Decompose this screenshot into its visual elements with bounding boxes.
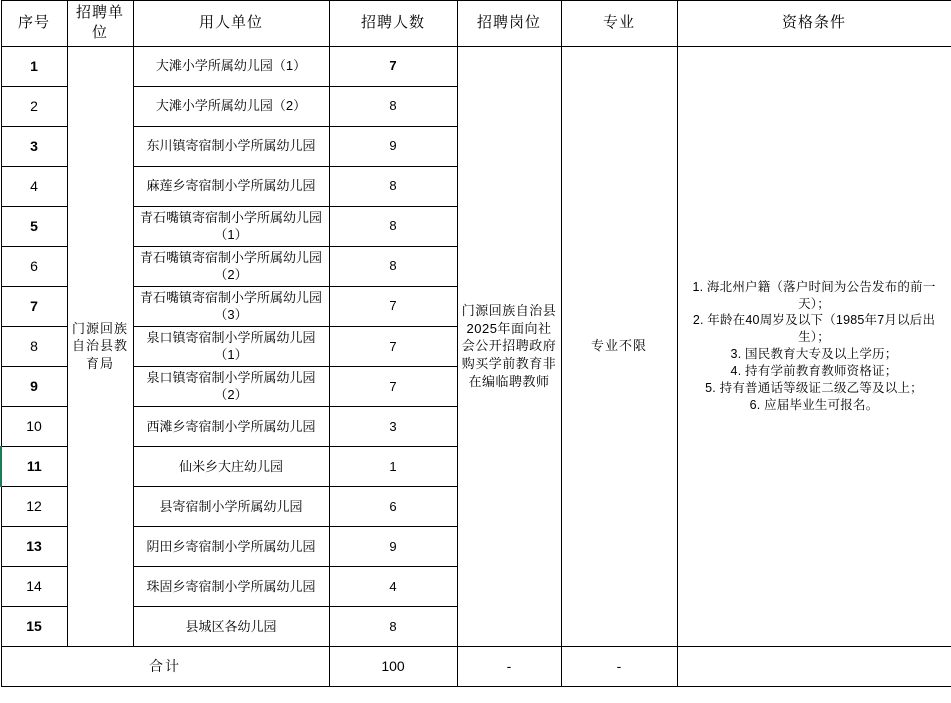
qualification-line: 1. 海北州户籍（落户时间为公告发布的前一天）； (692, 279, 936, 311)
cell-count: 8 (329, 246, 457, 286)
cell-employing-unit: 泉口镇寄宿制小学所属幼儿园（1） (133, 326, 329, 366)
cell-employing-unit: 麻莲乡寄宿制小学所属幼儿园 (133, 166, 329, 206)
cell-employing-unit: 东川镇寄宿制小学所属幼儿园 (133, 126, 329, 166)
cell-count: 7 (329, 286, 457, 326)
cell-employing-unit: 珠固乡寄宿制小学所属幼儿园 (133, 566, 329, 606)
cell-count: 8 (329, 86, 457, 126)
qualification-line: 6. 应届毕业生可报名。 (749, 397, 879, 412)
header-employing-unit: 用人单位 (133, 1, 329, 47)
cell-seq: 10 (1, 406, 67, 446)
cell-seq: 3 (1, 126, 67, 166)
header-count: 招聘人数 (329, 1, 457, 47)
cell-employing-unit: 西滩乡寄宿制小学所属幼儿园 (133, 406, 329, 446)
cell-total-major: - (561, 646, 677, 686)
qualification-line: 5. 持有普通话等级证二级乙等及以上； (705, 380, 923, 395)
cell-recruiting-unit: 门源回族自治县教育局 (67, 46, 133, 646)
cell-employing-unit: 泉口镇寄宿制小学所属幼儿园（2） (133, 366, 329, 406)
header-post: 招聘岗位 (457, 1, 561, 47)
cell-employing-unit: 青石嘴镇寄宿制小学所属幼儿园（1） (133, 206, 329, 246)
cell-count: 1 (329, 446, 457, 486)
table-header (1, 1, 951, 47)
cell-employing-unit: 青石嘴镇寄宿制小学所属幼儿园（3） (133, 286, 329, 326)
qualification-line: 3. 国民教育大专及以上学历； (730, 347, 898, 362)
cell-employing-unit: 阴田乡寄宿制小学所属幼儿园 (133, 526, 329, 566)
cell-qualifications (677, 46, 951, 646)
cell-count: 8 (329, 206, 457, 246)
header-major: 专业 (561, 1, 677, 47)
qualification-line: 2. 年龄在40周岁及以下（1985年7月以后出生）； (692, 313, 936, 345)
cell-employing-unit: 县城区各幼儿园 (133, 606, 329, 646)
cell-seq: 15 (1, 606, 67, 646)
cell-count: 3 (329, 406, 457, 446)
cell-count: 4 (329, 566, 457, 606)
cell-employing-unit: 青石嘴镇寄宿制小学所属幼儿园（2） (133, 246, 329, 286)
header-seq: 序号 (1, 1, 67, 47)
cell-employing-unit: 大滩小学所属幼儿园（1） (133, 46, 329, 86)
cell-seq: 8 (1, 326, 67, 366)
cell-total-count: 100 (329, 646, 457, 686)
table-body (1, 46, 951, 686)
cell-seq: 6 (1, 246, 67, 286)
cell-count: 7 (329, 366, 457, 406)
header-recruiting-unit: 招聘单位 (67, 1, 133, 47)
cell-count: 8 (329, 606, 457, 646)
cell-seq: 13 (1, 526, 67, 566)
cell-count: 9 (329, 526, 457, 566)
qualification-line: 4. 持有学前教育教师资格证； (730, 364, 898, 379)
cell-total-post: - (457, 646, 561, 686)
cell-seq: 11 (1, 446, 67, 486)
cell-seq: 12 (1, 486, 67, 526)
cell-seq: 1 (1, 46, 67, 86)
cell-count: 9 (329, 126, 457, 166)
cell-employing-unit: 仙米乡大庄幼儿园 (133, 446, 329, 486)
cell-seq: 4 (1, 166, 67, 206)
cell-employing-unit: 县寄宿制小学所属幼儿园 (133, 486, 329, 526)
cell-seq: 7 (1, 286, 67, 326)
header-qualifications: 资格条件 (677, 1, 951, 47)
cell-total-label: 合计 (1, 646, 329, 686)
cell-count: 7 (329, 46, 457, 86)
cell-major: 专业不限 (561, 46, 677, 646)
cell-seq: 9 (1, 366, 67, 406)
cell-post: 门源回族自治县2025年面向社会公开招聘政府购买学前教育非在编临聘教师 (457, 46, 561, 646)
cell-seq: 14 (1, 566, 67, 606)
cell-employing-unit: 大滩小学所属幼儿园（2） (133, 86, 329, 126)
cell-count: 6 (329, 486, 457, 526)
cell-seq: 5 (1, 206, 67, 246)
cell-count: 8 (329, 166, 457, 206)
table-header-row (1, 1, 951, 47)
table-total-row (1, 646, 951, 686)
cell-count: 7 (329, 326, 457, 366)
table-row (1, 46, 951, 86)
cell-total-qualifications (677, 646, 951, 686)
cell-seq: 2 (1, 86, 67, 126)
